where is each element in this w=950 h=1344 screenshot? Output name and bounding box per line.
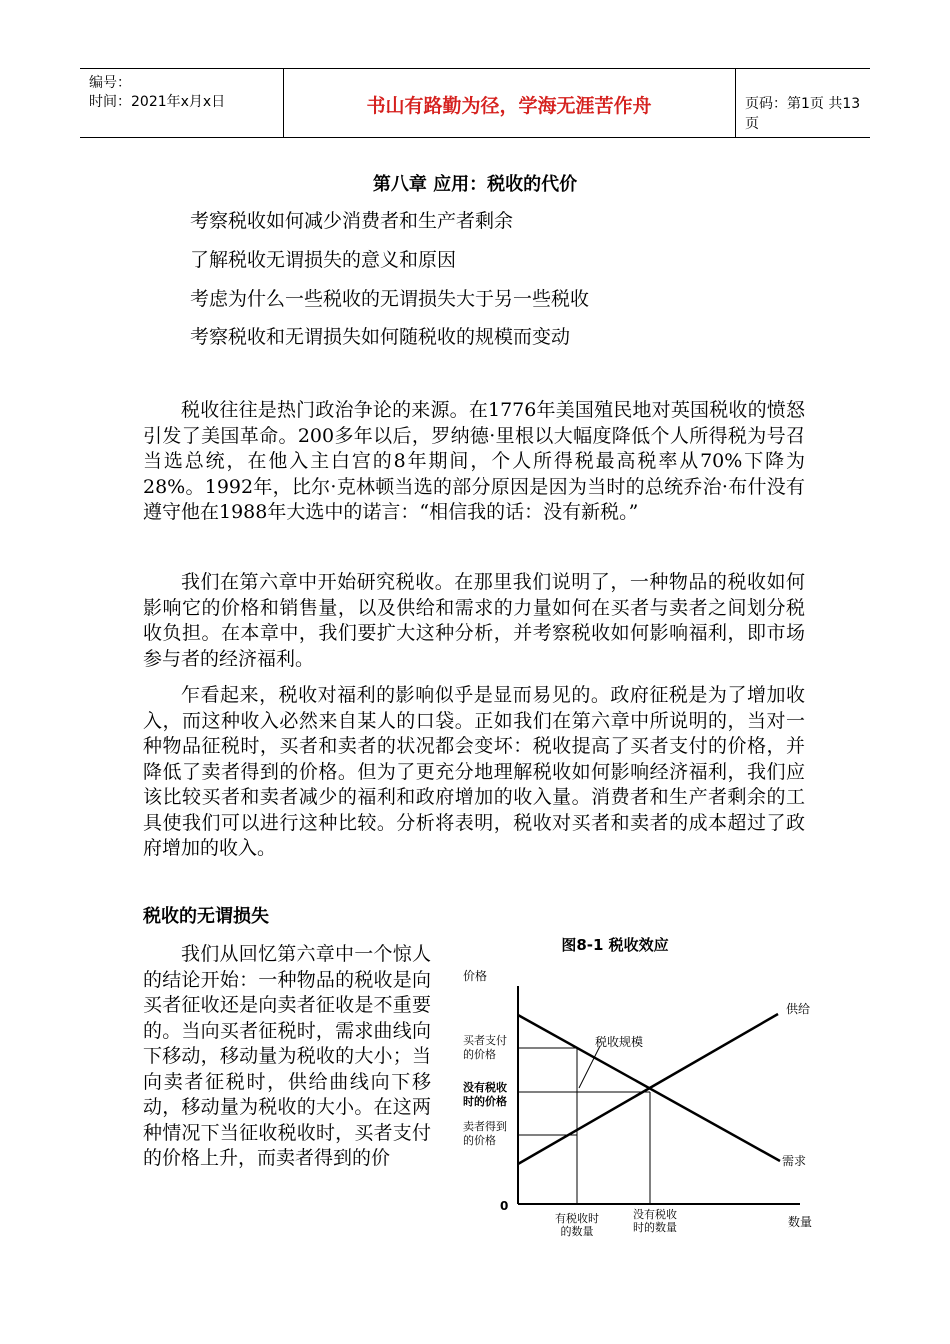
header-motto-cell [283, 69, 736, 137]
origin-label: 0 [500, 1199, 509, 1213]
buyer-price-label: 的价格 [463, 1048, 496, 1061]
page-number: 页码：第1页 共13页 [745, 96, 861, 132]
seller-price-label: 的价格 [463, 1134, 496, 1147]
tax-effect-diagram [455, 928, 825, 1238]
page-header [80, 68, 870, 138]
buyer-price-label: 买者支付 [463, 1034, 507, 1047]
body-paragraph: 乍看起来，税收对福利的影响似乎是显而易见的。政府征税是为了增加收入，而这种收入必然来自某人的口袋。正如我们在第六章中所说明的，当对一种物品征税时，买者和卖者的状况都会变坏：税收提高了买者支付的价格，并降低了卖者得到的价格。但为了更充分地理解税收如何影响经济福利，我们应该比较买者和卖者减少的福利和政府增加的收入量。消费者和生产者剩余的工具使我们可以进行这种比较。分析将表明，税收对买者和卖者的成本超过了政府增加的收入。 [143, 684, 805, 859]
no-tax-price-label: 时的价格 [463, 1095, 507, 1108]
objective-item: 考察税收和无谓损失如何随税收的规模而变动 [190, 326, 571, 348]
header-motto: 书山有路勤为径，学海无涯苦作舟 [366, 95, 652, 117]
qty-with-tax-label: 的数量 [560, 1225, 594, 1238]
chapter-title: 第八章 应用：税收的代价 [372, 174, 578, 195]
body-paragraph: 我们在第六章中开始研究税收。在那里我们说明了，一种物品的税收如何影响它的价格和销售量，以及供给和需求的力量如何在买者与卖者之间划分税收负担。在本章中，我们要扩大这种分析，并考察税收如何影响福利，即市场参与者的经济福利。 [143, 571, 805, 670]
tax-size-pointer [579, 1046, 600, 1088]
figure-caption: 图8-1 税收效应 [561, 936, 669, 954]
objective-item: 考虑为什么一些税收的无谓损失大于另一些税收 [190, 288, 590, 310]
no-tax-price-label: 没有税收 [463, 1081, 507, 1094]
objective-item: 了解税收无谓损失的意义和原因 [190, 249, 457, 271]
header-meta-cell [80, 69, 284, 137]
x-axis-label: 数量 [788, 1215, 813, 1229]
section-heading: 税收的无谓损失 [143, 906, 269, 927]
objective-item: 考察税收如何减少消费者和生产者剩余 [190, 210, 514, 232]
body-paragraph: 税收往往是热门政治争论的来源。在1776年美国殖民地对英国税收的愤怒引发了美国革命。200多年以后，罗纳德·里根以大幅度降低个人所得税为号召当选总统，在他入主白宫的8年期间，个人所得税最高税率从70%下降为28%。1992年，比尔·克林顿当选的部分原因是因为当时的总统乔治·布什没有遵守他在1988年大选中的诺言：“相信我的话：没有新税。” [143, 399, 805, 523]
qty-without-tax-label: 没有税收 [633, 1208, 677, 1221]
qty-without-tax-label: 时的数量 [633, 1221, 677, 1234]
document-date: 时间：2021年x月x日 [89, 94, 226, 110]
section-paragraph: 我们从回忆第六章中一个惊人的结论开始：一种物品的税收是向买者征收还是向卖者征收是不重要的。当向买者征税时，需求曲线向下移动，移动量为税收的大小；当向卖者征税时，供给曲线向下移动，移动量为税收的大小。在这两种情况下当征收税收时，买者支付的价格上升，而卖者得到的价 [143, 943, 431, 1169]
tax-size-label: 税收规模 [595, 1035, 644, 1049]
header-page-cell [735, 69, 870, 137]
qty-with-tax-label: 有税收时 [555, 1212, 599, 1225]
demand-label: 需求 [782, 1154, 807, 1168]
supply-label: 供给 [786, 1002, 811, 1016]
seller-price-label: 卖者得到 [463, 1120, 507, 1133]
y-axis-label: 价格 [463, 969, 488, 983]
tax-effect-figure [455, 928, 825, 1238]
document-number: 编号： [89, 75, 131, 91]
